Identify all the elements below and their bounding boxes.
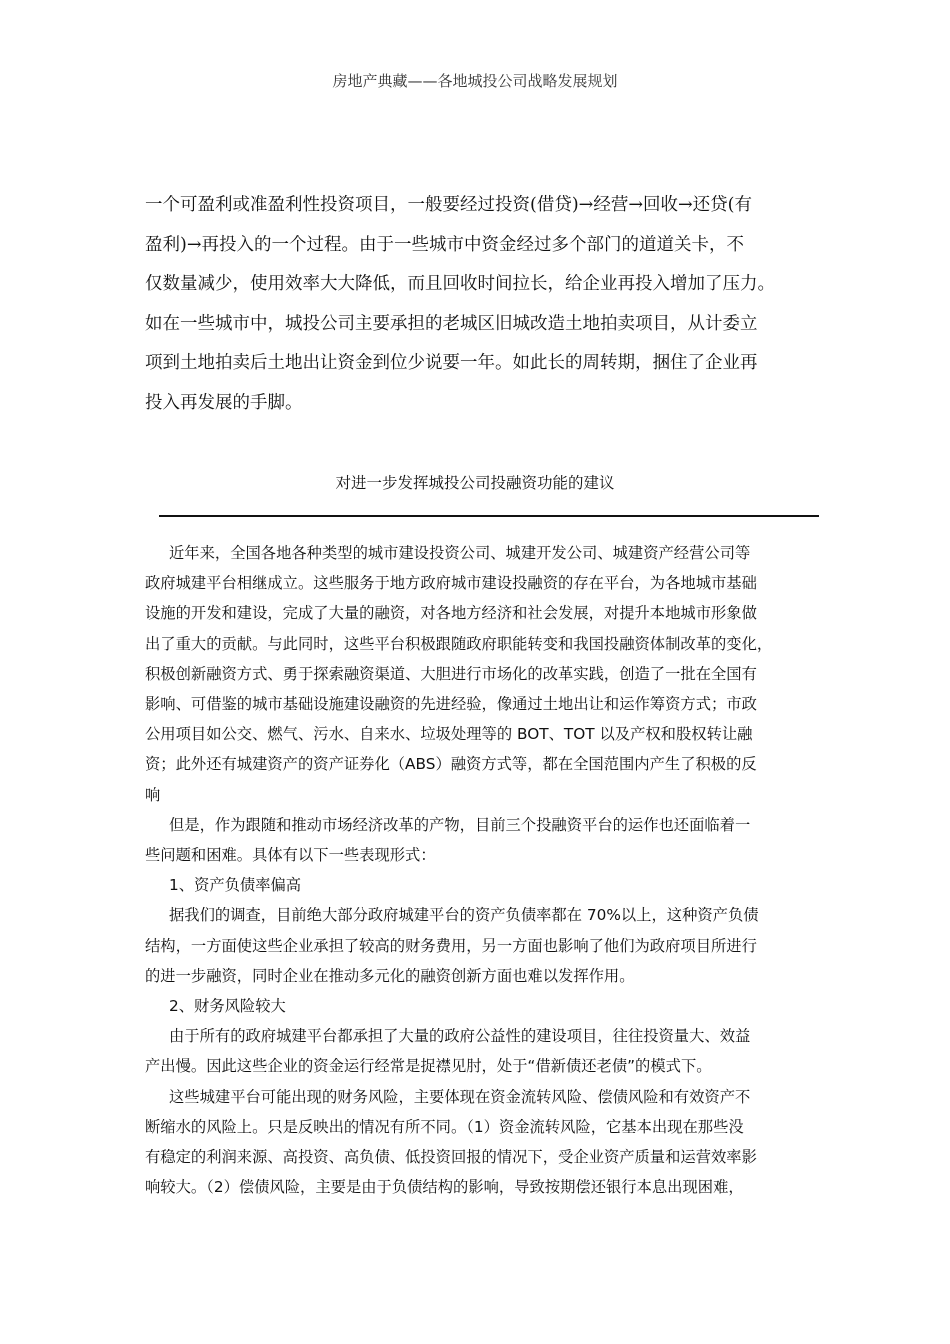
text-line: 断缩水的风险上。只是反映出的情况有所不同。（1）资金流转风险，它基本出现在那些没: [145, 1117, 744, 1136]
text-line: 一个可盈利或准盈利性投资项目，一般要经过投资(借贷)→经营→回收→还贷(有: [145, 195, 752, 215]
text-line: 的进一步融资，同时企业在推动多元化的融资创新方面也难以发挥作用。: [145, 966, 635, 985]
text-line: 据我们的调查，目前绝大部分政府城建平台的资产负债率都在 70%以上，这种资产负债: [169, 906, 759, 925]
text-line: 近年来，全国各地各种类型的城市建设投资公司、城建开发公司、城建资产经营公司等: [169, 544, 751, 562]
text-line: 公用项目如公交、燃气、污水、自来水、垃圾处理等的 BOT、TOT 以及产权和股权转让融: [145, 725, 753, 744]
text-line: 有稳定的利润来源、高投资、高负债、低投资回报的情况下，受企业资产质量和运营效率影: [145, 1148, 757, 1167]
heading-divider: [159, 515, 819, 517]
running-header: 房地产典藏——各地城投公司战略发展规划: [332, 72, 618, 90]
text-line: 盈利)→再投入的一个过程。由于一些城市中资金经过多个部门的道道关卡，不: [145, 234, 744, 255]
body-text: [145, 538, 813, 1202]
text-line: 响较大。（2）偿债风险，主要是由于负债结构的影响，导致按期偿还银行本息出现困难，: [145, 1178, 744, 1197]
text-line: 出了重大的贡献。与此同时，这些平台积极跟随政府职能转变和我国投融资体制改革的变化，: [145, 634, 773, 653]
list-heading: 1、资产负债率偏高: [169, 876, 302, 895]
text-line: 如在一些城市中，城投公司主要承担的老城区旧城改造土地拍卖项目，从计委立: [145, 313, 758, 334]
text-line: 这些城建平台可能出现的财务风险，主要体现在资金流转风险、偿债风险和有效资产不: [169, 1087, 751, 1106]
text-line: 由于所有的政府城建平台都承担了大量的政府公益性的建设项目，往往投资量大、效益: [169, 1027, 751, 1046]
list-heading: 2、财务风险较大: [169, 997, 286, 1016]
text-line: 产出慢。因此这些企业的资金运行经常是捉襟见肘，处于“借新债还老债”的模式下。: [145, 1057, 712, 1076]
text-line: 些问题和困难。具体有以下一些表现形式：: [145, 846, 436, 865]
text-line: 投入再发展的手脚。: [145, 392, 303, 413]
text-line: 结构，一方面使这些企业承担了较高的财务费用，另一方面也影响了他们为政府项目所进行: [145, 936, 757, 955]
text-line: 影响、可借鉴的城市基础设施建设融资的先进经验，像通过土地出让和运作筹资方式；市政: [145, 695, 757, 714]
text-line: 资；此外还有城建资产的资产证券化（ABS）融资方式等，都在全国范围内产生了积极的反: [145, 755, 757, 774]
text-line: 设施的开发和建设，完成了大量的融资，对各地方经济和社会发展，对提升本地城市形象做: [145, 604, 757, 623]
text-line: 政府城建平台相继成立。这些服务于地方政府城市建设投融资的存在平台，为各地城市基础: [145, 574, 757, 593]
section-heading: 对进一步发挥城投公司投融资功能的建议: [335, 474, 615, 492]
text-line: 项到土地拍卖后土地出让资金到位少说要一年。如此长的周转期，捆住了企业再: [145, 353, 758, 373]
intro-paragraph: [145, 186, 813, 423]
text-line: 响: [145, 785, 161, 804]
text-line: 但是，作为跟随和推动市场经济改革的产物，目前三个投融资平台的运作也还面临着一: [169, 815, 751, 834]
text-line: 积极创新融资方式、勇于探索融资渠道、大胆进行市场化的改革实践，创造了一批在全国有: [145, 664, 757, 683]
text-line: 仅数量减少，使用效率大大降低，而且回收时间拉长，给企业再投入增加了压力。: [145, 274, 775, 294]
